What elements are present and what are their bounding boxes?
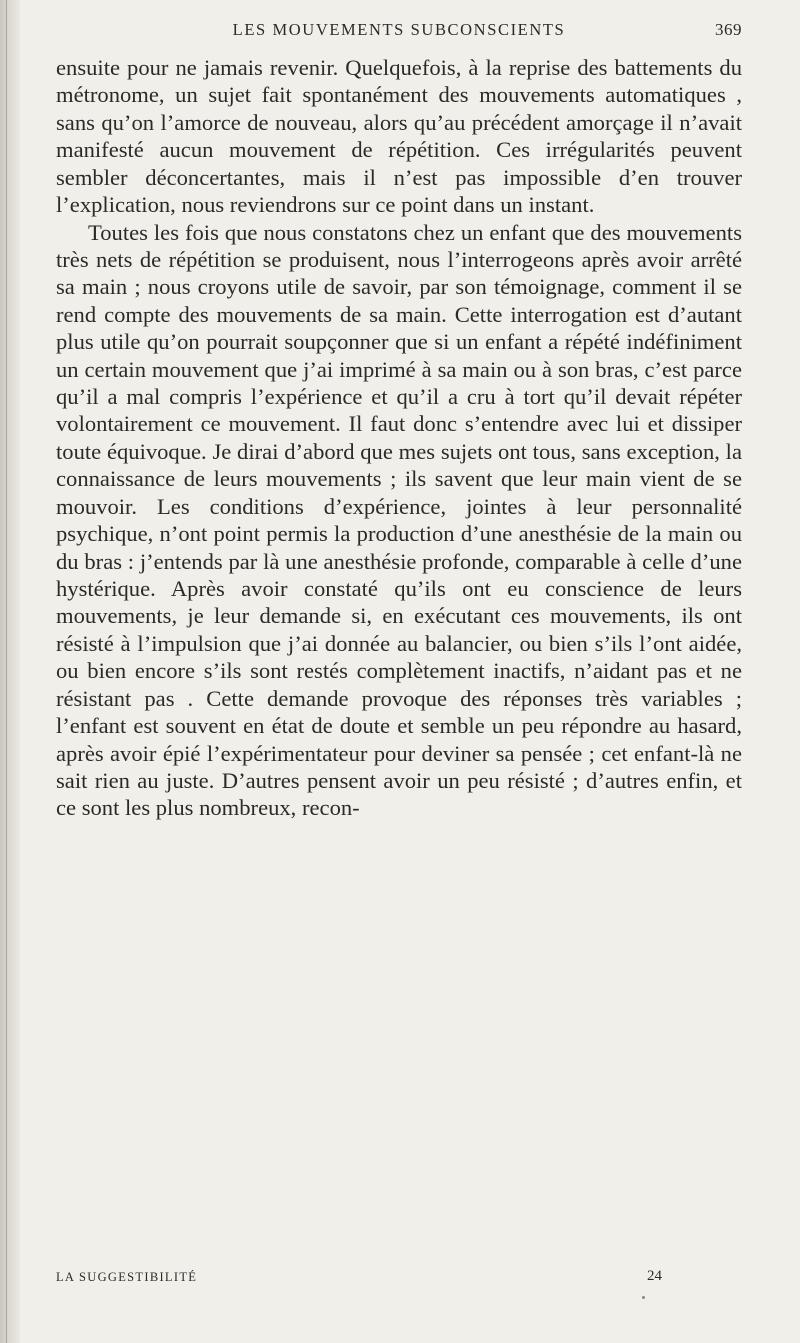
- page-number: 369: [715, 20, 742, 39]
- signature-mark: 24: [647, 1268, 662, 1284]
- binding-edge: [6, 0, 7, 1343]
- body-text: [56, 54, 742, 822]
- paragraph: Toutes les fois que nous constatons chez un enfant que des mouvements très nets de répétition se produisent, nous l’interrogeons après avoir arrêté sa main ; nous croyons utile de savoir, par son témoignage, comment il se rend compte des mouvements de sa main. Cette interrogation est d’autant plus utile qu’on pourrait soupçonner que si un enfant a répété indéfiniment un certain mouvement que j’ai imprimé à sa main ou à son bras, c’est parce qu’il a mal compris l’expérience et qu’il a cru à tort qu’il devait répéter volontairement ce mouvement. Il faut donc s’entendre avec lui et dissiper toute équivoque. Je dirai d’abord que mes sujets ont tous, sans exception, la connaissance de leurs mouvements ; ils savent que leur main vient de se mouvoir. Les conditions d’expérience, jointes à leur personnalité psychique, n’ont point permis la production d’une anesthésie de la main ou du bras : j’entends par là une anesthésie profonde, comparable à celle d’une hystérique. Après avoir constaté qu’ils ont eu conscience de leurs mouvements, je leur demande si, en exécutant ces mouvements, ils ont résisté à l’impulsion que j’ai donnée au balancier, ou bien s’ils l’ont aidée, ou bien encore s’ils sont restés complètement inactifs, n’aidant pas et ne résistant pas . Cette demande provoque des réponses très variables ; l’enfant est souvent en état de doute et semble un peu répondre au hasard, après avoir épié l’expérimentateur pour deviner sa pensée ; cet enfant-là ne sait rien au juste. D’autres pensent avoir un peu résisté ; d’autres enfin, et ce sont les plus nombreux, recon-: [56, 219, 742, 821]
- book-page: [56, 0, 742, 1343]
- running-title: LES MOUVEMENTS SUBCONSCIENTS: [232, 20, 566, 39]
- printer-signature: LA SUGGESTIBILITÉ: [56, 1270, 198, 1284]
- running-head: [56, 20, 742, 46]
- binding-shadow: [0, 0, 20, 1343]
- signature-line: [56, 1270, 742, 1290]
- paper-speck: [642, 1296, 645, 1299]
- paragraph-continued: ensuite pour ne jamais revenir. Quelquefois, à la reprise des battements du métronome, un sujet fait spontanément des mouvements automatiques , sans qu’on l’amorce de nouveau, alors qu’au précédent amorçage il n’avait manifesté aucun mouvement de répétition. Ces irrégularités peuvent sembler déconcertantes, mais il n’est pas impossible d’en trouver l’explication, nous reviendrons sur ce point dans un instant.: [56, 55, 742, 218]
